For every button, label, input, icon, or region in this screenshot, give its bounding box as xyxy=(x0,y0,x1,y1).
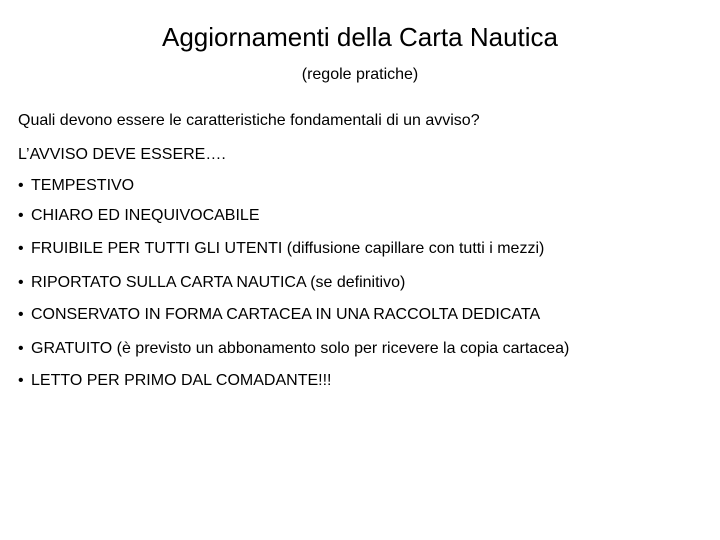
bullet-text: CONSERVATO IN FORMA CARTACEA IN UNA RACCOLTA DEDICATA xyxy=(31,306,541,323)
bullet-item xyxy=(18,205,260,227)
bullet-item xyxy=(18,272,405,294)
bullet-text: TEMPESTIVO xyxy=(31,177,135,194)
bullet-marker: • xyxy=(18,240,24,257)
question-text: Quali devono essere le caratteristiche fondamentali di un avviso? xyxy=(18,112,480,129)
bullet-item xyxy=(18,175,134,197)
bullet-marker: • xyxy=(18,207,24,224)
slide-title: Aggiornamenti della Carta Nautica xyxy=(162,22,558,52)
bullet-text: CHIARO ED INEQUIVOCABILE xyxy=(31,207,260,224)
bullet-marker: • xyxy=(18,372,24,389)
bullet-marker: • xyxy=(18,306,24,323)
bullet-marker: • xyxy=(18,274,24,291)
bullet-text: GRATUITO (è previsto un abbonamento solo per ricevere la copia cartacea) xyxy=(31,340,570,357)
bullet-text: LETTO PER PRIMO DAL COMADANTE!!! xyxy=(31,372,332,389)
bullet-text: RIPORTATO SULLA CARTA NAUTICA (se definitivo) xyxy=(31,274,406,291)
slide-subtitle: (regole pratiche) xyxy=(301,66,419,83)
intro-text: L’AVVISO DEVE ESSERE…. xyxy=(18,146,226,163)
bullet-item xyxy=(18,238,544,260)
bullet-item xyxy=(18,304,540,326)
bullet-marker: • xyxy=(18,177,24,194)
bullet-item xyxy=(18,370,332,392)
bullet-text: FRUIBILE PER TUTTI GLI UTENTI (diffusione capillare con tutti i mezzi) xyxy=(31,240,545,257)
bullet-item xyxy=(18,338,569,360)
bullet-marker: • xyxy=(18,340,24,357)
